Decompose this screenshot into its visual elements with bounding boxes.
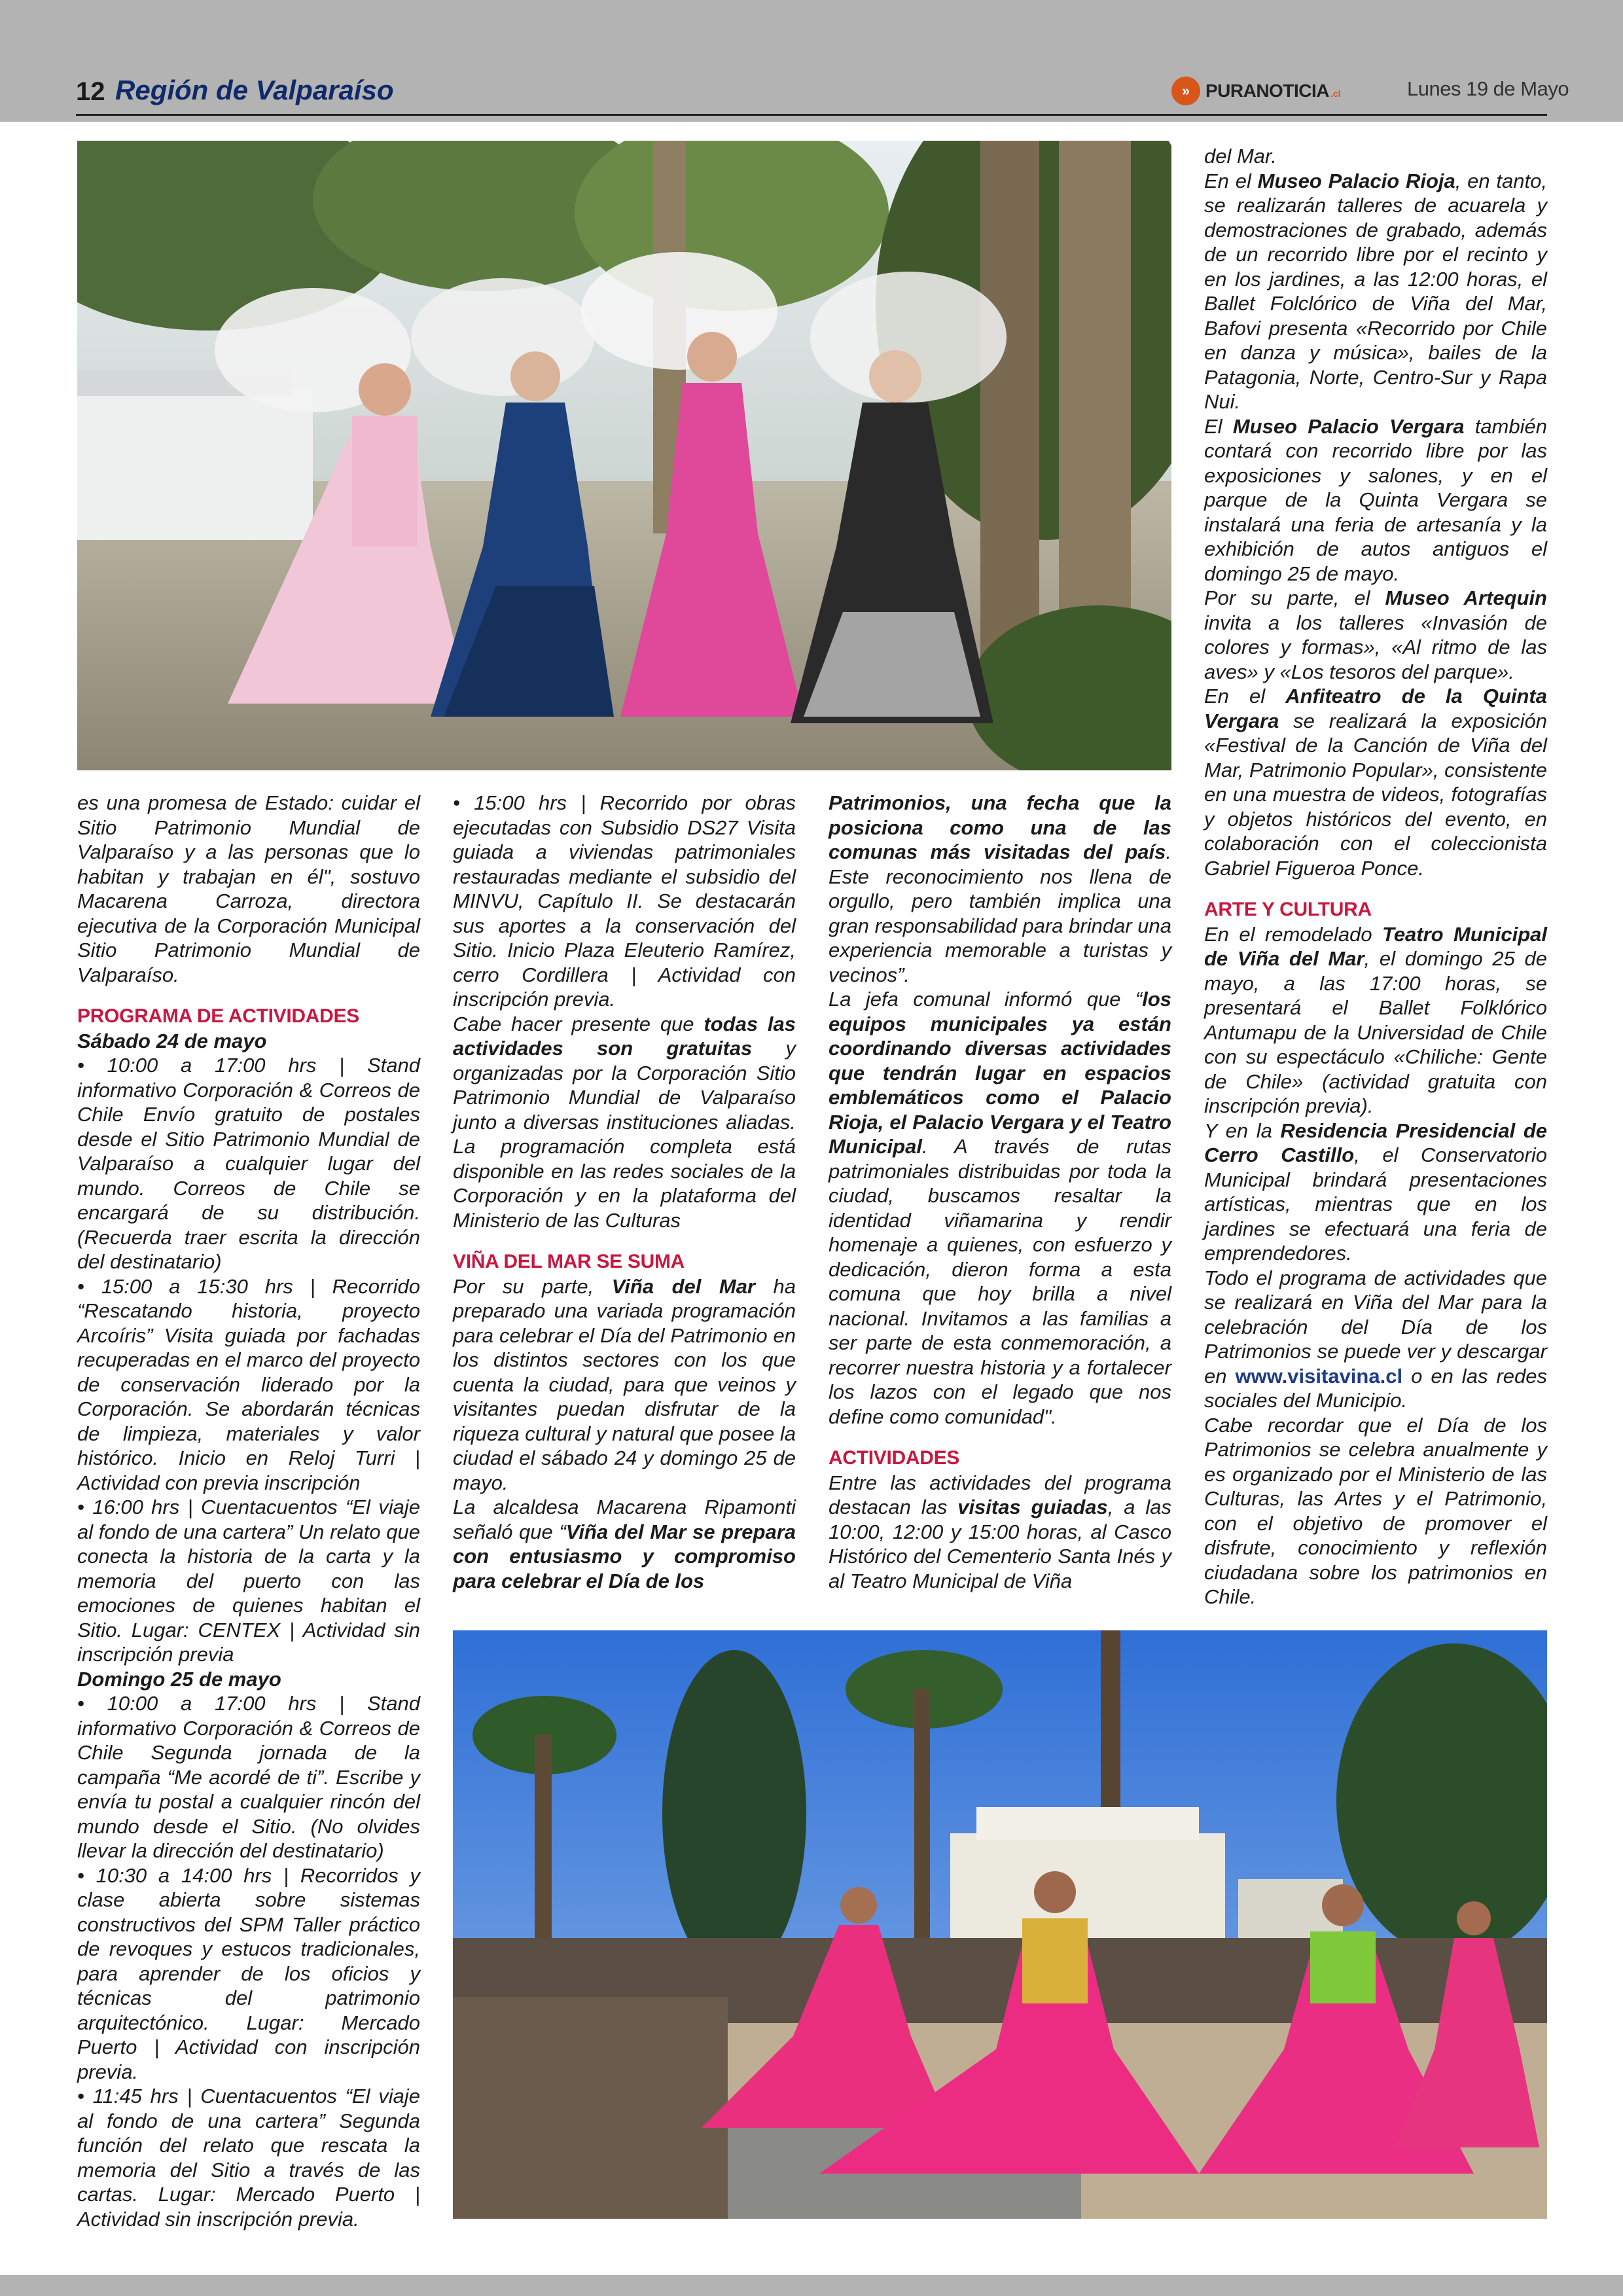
col4-p3 <box>1204 586 1547 684</box>
bottom-photo <box>453 1630 1547 2219</box>
text: Cabe hacer presente que <box>453 1012 704 1035</box>
text: La jefa comunal informó que “ <box>829 988 1143 1011</box>
col4-p6 <box>1204 1119 1547 1266</box>
column-3 <box>829 791 1171 1593</box>
col4-p2 <box>1204 414 1547 586</box>
col3-heading: ACTIVIDADES <box>829 1447 960 1469</box>
text: o en las redes sociales del Municipio. <box>1204 1364 1547 1412</box>
women-in-dresses-photo-art <box>77 141 1171 770</box>
logo-play-icon: » <box>1171 77 1200 105</box>
text: En el <box>1204 685 1286 708</box>
col2-p1 <box>453 1274 796 1496</box>
header-rule <box>76 114 1547 116</box>
text: , a las 10:00, 12:00 y 15:00 horas, al Casco Histórico del Cementerio Santa Inés y al Teatro Municipal de Viña <box>829 1496 1171 1592</box>
text-bold: Museo Artequin <box>1385 586 1547 609</box>
logo-suffix: .cl <box>1330 88 1341 99</box>
text-bold: Anfiteatro de la Quinta Vergara <box>1204 685 1547 732</box>
col1-intro: es una promesa de Estado: cuidar el Sitio Patrimonio Mundial de Valparaíso y a las personas que lo habitan y trabajan en él", sostuvo Macarena Carroza, directora ejecutiva de la Corporación Municipal Sitio Patrimonio Mundial de Valparaíso. <box>77 791 420 986</box>
text: se realizará la exposición «Festival de la Canción de Viña del Mar, Patrimonio Popular», consistente en una muestra de videos, fotografías y objetos históricos del evento, en colaboración con el coleccionista Gabriel Figueroa Ponce. <box>1204 709 1547 880</box>
sun-item: • 10:30 a 14:00 hrs | Recorridos y clase abierta sobre sistemas constructivos del SPM Taller práctico de revoques y estucos tradicionales, para aprender de los oficios y técnicas del patrimonio arquitectónico. Lugar: Mercado Puerto | Actividad con inscripción previa. <box>77 1863 420 2083</box>
text: La alcaldesa Macarena Ripamonti señaló que “ <box>453 1496 796 1543</box>
col3-p1 <box>829 791 1171 987</box>
text: ha preparado una variada programación para celebrar el Día del Patrimonio en los distintos sectores con los que cuenta la ciudad, para que veinos y visitantes puedan disfrutar de la riqueza cultural y natural que posee la ciudad el sábado 24 y domingo 25 de mayo. <box>453 1274 796 1494</box>
top-photo <box>77 141 1171 770</box>
sun-item: • 10:00 a 17:00 hrs | Stand informativo Corporación & Correos de Chile Segunda jornada de la campaña “Me acordé de ti”. Escribe y envía tu postal a cualquier rincón del mundo desde el Sitio. (No olvides llevar la dirección del destinatario) <box>77 1692 420 1862</box>
col3-p3 <box>829 1471 1171 1594</box>
text-bold: todas las actividades son gratuitas <box>453 1012 796 1060</box>
sun-item: • 11:45 hrs | Cuentacuentos “El viaje al fondo de una cartera” Segunda función del relato que rescata la memoria del Sitio a través de las cartas. Lugar: Mercado Puerto | Actividad sin inscripción previa. <box>77 2085 420 2231</box>
sat-item: • 15:00 a 15:30 hrs | Recorrido “Rescatando historia, proyecto Arcoíris” Visita guiada por fachadas recuperadas en el marco del proyecto de conservación liderado por la Corporación. Se abordarán técnicas de limpieza, materiales y valor histórico. Inicio en Reloj Turri | Actividad con previa inscripción <box>77 1274 420 1494</box>
text-bold: Teatro Municipal de Viña del Mar <box>1204 922 1547 970</box>
logo-text: PURANOTICIA <box>1205 81 1329 101</box>
text: y organizadas por la Corporación Sitio Patrimonio Mundial de Valparaíso junto a diversas instituciones aliadas. La programación completa está disponible en las redes sociales de la Corporación y en la plataforma del Ministerio de las Culturas <box>453 1037 796 1232</box>
text: Por su parte, el <box>1204 586 1385 609</box>
puranoticia-logo[interactable] <box>1171 76 1341 106</box>
text: Todo el programa de actividades que se realizará en Viña del Mar para la celebración del Día de los Patrimonios se puede ver y descargar en <box>1204 1266 1547 1388</box>
col1-heading: PROGRAMA DE ACTIVIDADES <box>77 1005 359 1027</box>
text-bold: Patrimonios, una fecha que la posiciona como una de las comunas más visitadas del país <box>829 791 1171 863</box>
column-1 <box>77 791 420 2231</box>
issue-date: Lunes 19 de Mayo <box>1407 77 1569 100</box>
text-bold: Museo Palacio Rioja <box>1257 169 1455 192</box>
folk-dancers-photo-art <box>453 1630 1547 2219</box>
col2-item: • 15:00 hrs | Recorrido por obras ejecutadas con Subsidio DS27 Visita guiada a viviendas patrimoniales restauradas mediante el subsidio del MINVU, Capítulo II. Se destacarán sus aportes a la conservación del Sitio. Inicio Plaza Eleuterio Ramírez, cerro Cordillera | Actividad con inscripción previa. <box>453 791 796 1011</box>
col4-p5 <box>1204 922 1547 1119</box>
sat-item: • 16:00 hrs | Cuentacuentos “El viaje al fondo de una cartera” Un relato que conecta la historia de la carta y la memoria del puerto con las emociones de quienes habitan el Sitio. Lugar: CENTEX | Actividad sin inscripción previa <box>77 1496 420 1666</box>
sunday-heading: Domingo 25 de mayo <box>77 1667 281 1691</box>
visitavina-link[interactable]: www.visitavina.cl <box>1235 1364 1403 1388</box>
sat-item: • 10:00 a 17:00 hrs | Stand informativo Corporación & Correos de Chile Envío gratuito de postales desde el Sitio Patrimonio Mundial de Valparaíso a cualquier lugar del mundo. Correos de Chile se encargará de su distribución. (Recuerda traer escrita la dirección del destinatario) <box>77 1054 420 1273</box>
col4-cont: del Mar. <box>1204 145 1277 168</box>
col4-p4 <box>1204 684 1547 880</box>
page-number: 12 <box>76 77 105 106</box>
col2-free-paragraph <box>453 1012 796 1233</box>
text-bold: Museo Palacio Vergara <box>1232 414 1465 438</box>
column-4 <box>1204 144 1547 1609</box>
text: El <box>1204 414 1233 438</box>
saturday-heading: Sábado 24 de mayo <box>77 1029 267 1052</box>
text-bold: Residencia Presidencial de Cerro Castillo <box>1204 1119 1547 1166</box>
text: Y en la <box>1204 1119 1281 1142</box>
text-bold: visitas guiadas <box>957 1496 1108 1518</box>
col4-p8: Cabe recordar que el Día de los Patrimonios se celebra anualmente y es organizado por el Ministerio de las Culturas, las Artes y el Patrimonio, con el objetivo de promover el disfrute, conocimiento y reflexión ciudadana sobre los patrimonios en Chile. <box>1204 1413 1547 1608</box>
text: invita a los talleres «Invasión de colores y formas», «Al ritmo de las aves» y «Los tesoros del parque». <box>1204 611 1547 683</box>
text: , en tanto, se realizarán talleres de acuarela y demostraciones de grabado, además de un recorrido libre por el recinto y en los jardines, a las 12:00 horas, el Ballet Folclórico de Viña del Mar, Bafovi presenta «Recorrido por Chile en danza y música», bailes de la Patagonia, Norte, Centro-Sur y Rapa Nui. <box>1204 169 1547 413</box>
text: Entre las actividades del programa destacan las <box>829 1471 1171 1518</box>
text: . A través de rutas patrimoniales distribuidas por toda la ciudad, buscamos resaltar la identidad viñamarina y rendir homenaje a quienes, con esfuerzo y dedicación, dieron forma a esta comuna que hoy brilla a nivel nacional. Invitamos a las familias a ser parte de esta conmemoración, a recorrer nuestra historia y a fortalecer los lazos con el legado que nos define como comunidad". <box>829 1135 1171 1428</box>
col2-heading: VIÑA DEL MAR SE SUMA <box>453 1251 685 1272</box>
col3-p2 <box>829 987 1171 1429</box>
text: En el <box>1204 169 1258 192</box>
text: también contará con recorrido libre por las exposiciones y salones, y en el parque de la Quinta Vergara se instalará una feria de artesanía y la exhibición de autos antiguos el domingo 25 de mayo. <box>1204 414 1547 585</box>
col2-p2 <box>453 1495 796 1593</box>
text: . Este reconocimiento nos llena de orgullo, pero también implica una gran responsabilidad para brindar una experiencia memorable a turistas y vecinos”. <box>829 840 1171 986</box>
text-bold: los equipos municipales ya están coordinando diversas actividades que tendrán lugar en espacios emblemáticos como el Palacio Rioja, el Palacio Vergara y el Teatro Municipal <box>829 988 1171 1158</box>
text: , el Conservatorio Municipal brindará presentaciones artísticas, mientras que en los jardines se efectuará una feria de emprendedores. <box>1204 1143 1547 1265</box>
col4-heading: ARTE Y CULTURA <box>1204 899 1372 920</box>
text: Por su parte, <box>453 1274 612 1298</box>
section-title: Región de Valparaíso <box>115 75 394 105</box>
text-bold: Viña del Mar <box>611 1274 756 1298</box>
text: , el domingo 25 de mayo, a las 17:00 horas, se presentará el Ballet Folklórico Antumapu de la Universidad de Chile con su espectáculo «Chiliche: Gente de Chile» (actividad gratuita con inscripción previa). <box>1204 947 1547 1117</box>
column-2 <box>453 791 796 1593</box>
col4-p7 <box>1204 1266 1547 1413</box>
col4-p1 <box>1204 169 1547 414</box>
text: En el remodelado <box>1204 922 1383 946</box>
text-bold: Viña del Mar se prepara con entusiasmo y compromiso para celebrar el Día de los <box>453 1520 796 1592</box>
